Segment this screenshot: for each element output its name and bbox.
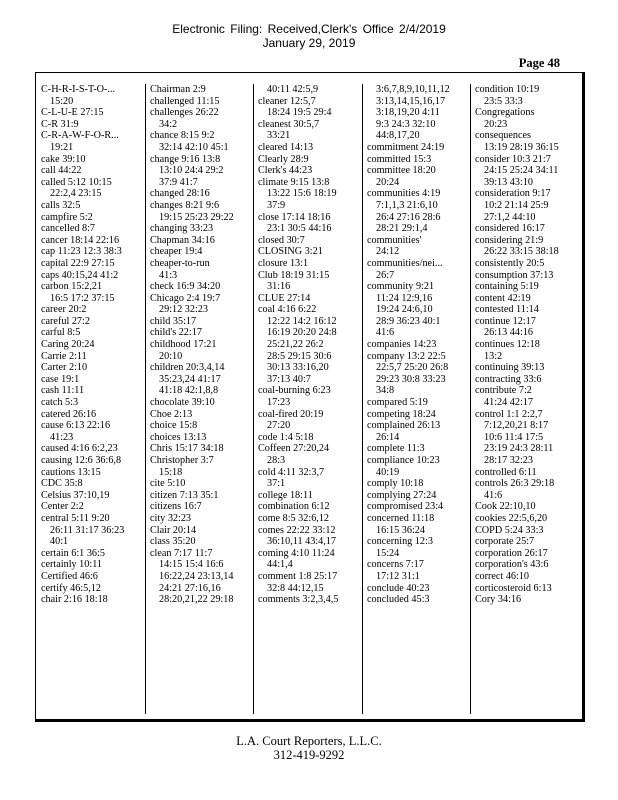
index-entry: calls 32:5 (41, 199, 81, 211)
footer-company: L.A. Court Reporters, L.L.C. (236, 734, 382, 748)
index-entry: controls 26:3 29:18 (475, 478, 555, 490)
index-entry: Chapman 34:16 (150, 234, 215, 246)
index-entry: cheaper-to-run (150, 257, 210, 269)
index-entry-continuation: 16:22,24 23:13,14 (159, 570, 234, 582)
index-entry: corporate 25:7 (475, 536, 535, 548)
index-entry-continuation: 7:1,1,3 21:6,10 (376, 199, 438, 211)
index-entry-continuation: 24:12 (376, 246, 400, 258)
index-entry: citizen 7:13 35:1 (150, 489, 219, 501)
index-entry: consistently 20:5 (475, 257, 545, 269)
index-entry-continuation: 28:20,21,22 29:18 (159, 594, 234, 606)
index-entry: cancelled 8:7 (41, 223, 96, 235)
index-entry-continuation: 10:2 21:14 25:9 (484, 199, 549, 211)
index-entry-continuation: 26:11 31:17 36:23 (50, 524, 125, 536)
index-entry: commitment 24:19 (367, 141, 445, 153)
index-entry: chance 8:15 9:2 (150, 130, 215, 142)
index-entry-continuation: 44:8,17,20 (376, 130, 420, 142)
index-entry-continuation: 26:4 27:16 28:6 (376, 211, 441, 223)
index-entry: content 42:19 (475, 292, 531, 304)
index-entry: call 44:22 (41, 165, 82, 177)
index-entry: complained 26:13 (367, 420, 441, 432)
index-entry: Choe 2:13 (150, 408, 193, 420)
index-entry: cookies 22:5,6,20 (475, 512, 548, 524)
index-entry: company 13:2 22:5 (367, 350, 446, 362)
index-entry: comment 1:8 25:17 (258, 570, 338, 582)
index-column-5 (475, 84, 577, 714)
index-entry: cap 11:23 12:3 38:3 (41, 246, 122, 258)
index-entry: Coffeen 27:20,24 (258, 443, 330, 455)
index-entry: children 20:3,4,14 (150, 362, 225, 374)
index-entry: cake 39:10 (41, 153, 86, 165)
index-entry-continuation: 25:21,22 26:2 (267, 339, 324, 351)
filing-stamp: Electronic Filing: Received,Clerk's Office 2/4/2019 (172, 22, 446, 36)
index-entry: compliance 10:23 (367, 455, 440, 466)
column-divider (253, 84, 254, 714)
index-entry: catch 5:3 (41, 397, 79, 409)
index-entry: consider 10:3 21:7 (475, 153, 551, 165)
index-entry-continuation: 28:9 36:23 40:1 (376, 315, 441, 327)
index-entry: considered 16:17 (475, 223, 545, 235)
index-entry: Celsius 37:10,19 (41, 489, 110, 501)
index-entry: Chris 15:17 34:18 (150, 443, 224, 455)
index-entry-continuation: 28:3 (267, 455, 286, 466)
index-entry: citizens 16:7 (150, 501, 202, 513)
index-entry-continuation: 37:13 40:7 (267, 373, 311, 385)
index-entry: comments 3:2,3,4,5 (258, 594, 339, 606)
page-number: Page 48 (518, 56, 560, 70)
index-entry: code 1:4 5:18 (258, 431, 314, 443)
index-entry: changed 28:16 (150, 188, 210, 200)
index-entry: communities/nei... (367, 257, 443, 269)
index-entry-continuation: 40:11 42:5,9 (267, 84, 319, 95)
index-entry-continuation: 32:8 44:12,15 (267, 582, 324, 594)
index-entry: combination 6:12 (258, 501, 330, 513)
index-entry-continuation: 3:6,7,8,9,10,11,12 (376, 84, 450, 95)
index-entry: college 18:11 (258, 489, 313, 501)
index-entry: concerning 12:3 (367, 536, 433, 548)
index-entry-continuation: 23:19 24:3 28:11 (484, 443, 554, 455)
index-entry: contracting 33:6 (475, 373, 542, 385)
index-entry-continuation: 16:15 36:24 (376, 524, 425, 536)
index-entry-continuation: 12:22 14:2 16:12 (267, 315, 337, 327)
index-entry-continuation: 32:14 42:10 45:1 (159, 141, 229, 153)
index-entry-continuation: 24:21 27:16,16 (159, 582, 221, 594)
index-column-3 (258, 84, 360, 714)
index-entry: contested 11:14 (475, 304, 539, 316)
index-entry: cite 5:10 (150, 478, 186, 490)
index-entry: chocolate 39:10 (150, 397, 215, 409)
index-entry: carbon 15:2,21 (41, 281, 103, 293)
index-entry: cautions 13:15 (41, 466, 101, 478)
index-entry-continuation: 7:12,20,21 8:17 (484, 420, 549, 432)
index-entry: community 9:21 (367, 281, 435, 293)
index-entry-continuation: 13:22 15:6 18:19 (267, 188, 337, 200)
index-entry: career 20:2 (41, 304, 87, 316)
index-entry-continuation: 13:19 28:19 36:15 (484, 141, 559, 153)
index-entry: called 5:12 10:15 (41, 176, 112, 188)
index-entry: climate 9:15 13:8 (258, 176, 330, 188)
index-entry: continuing 39:13 (475, 362, 545, 374)
index-entry: certain 6:1 36:5 (41, 547, 105, 559)
index-entry: corticosteroid 6:13 (475, 582, 552, 594)
index-entry: Congregations (475, 107, 535, 119)
index-entry: control 1:1 2:2,7 (475, 408, 543, 420)
index-entry-continuation: 20:24 (376, 176, 400, 188)
index-entry-continuation: 17:23 (267, 397, 291, 409)
index-entry: C-L-U-E 27:15 (41, 107, 104, 119)
index-entry-continuation: 36:10,11 43:4,17 (267, 536, 336, 548)
index-entry-continuation: 44:1,4 (267, 559, 293, 571)
index-column-4 (367, 84, 469, 714)
index-entry-continuation: 41:18 42:1,8,8 (159, 385, 219, 397)
index-entry-continuation: 22:5,7 25:20 26:8 (376, 362, 449, 374)
index-entry-continuation: 15:20 (50, 95, 74, 107)
index-entry-continuation: 30:13 33:16,20 (267, 362, 329, 374)
index-entry: Christopher 3:7 (150, 455, 214, 466)
index-entry: comes 22:22 33:12 (258, 524, 336, 536)
index-entry: Cory 34:16 (475, 594, 522, 606)
index-entry: CDC 35:8 (41, 478, 83, 490)
index-entry: considering 21:9 (475, 234, 544, 246)
index-entry: compromised 23:4 (367, 501, 444, 513)
index-entry: Certified 46:6 (41, 570, 98, 582)
index-entry: complete 11:3 (367, 443, 425, 455)
index-entry-continuation: 13:10 24:4 29:2 (159, 165, 224, 177)
index-entry: compared 5:19 (367, 397, 428, 409)
index-entry: committee 18:20 (367, 165, 436, 177)
index-entry: communities' (367, 234, 422, 246)
index-entry: childhood 17:21 (150, 339, 217, 351)
index-entry-continuation: 40:1 (50, 536, 69, 548)
index-entry: Clearly 28:9 (258, 153, 309, 165)
index-entry: condition 10:19 (475, 84, 540, 95)
index-entry: correct 46:10 (475, 570, 530, 582)
index-entry-continuation: 41:24 42:17 (484, 397, 533, 409)
index-entry: closure 13:1 (258, 257, 309, 269)
index-entry: coal 4:16 6:22 (258, 304, 317, 316)
index-entry: controlled 6:11 (475, 466, 537, 478)
index-entry: C-H-R-I-S-T-O-... (41, 84, 116, 95)
index-entry-continuation: 3:18,19,20 4:11 (376, 107, 440, 119)
index-entry: caused 4:16 6:2,23 (41, 443, 118, 455)
index-entry: consideration 9:17 (475, 188, 551, 200)
index-entry: challenged 11:15 (150, 95, 220, 107)
index-entry: cleared 14:13 (258, 141, 314, 153)
index-entry-continuation: 23:5 33:3 (484, 95, 523, 107)
index-entry-continuation: 26:22 33:15 38:18 (484, 246, 559, 258)
index-entry: cheaper 19:4 (150, 246, 203, 258)
index-entry-continuation: 24:15 25:24 34:11 (484, 165, 559, 177)
index-entry-continuation: 15:24 (376, 547, 400, 559)
index-entry: case 19:1 (41, 373, 80, 385)
index-entry: Club 18:19 31:15 (258, 269, 330, 281)
index-entry: coming 4:10 11:24 (258, 547, 335, 559)
index-entry: Carrie 2:11 (41, 350, 87, 362)
index-entry: campfire 5:2 (41, 211, 93, 223)
index-entry: changes 8:21 9:6 (150, 199, 220, 211)
index-entry: choice 15:8 (150, 420, 198, 432)
index-entry: Chicago 2:4 19:7 (150, 292, 221, 304)
index-entry: city 32:23 (150, 512, 192, 524)
index-entry: C-R-A-W-F-O-R... (41, 130, 119, 142)
index-entry: Clerk's 44:23 (258, 165, 313, 177)
index-entry-continuation: 10:6 11:4 17:5 (484, 431, 544, 443)
index-entry-continuation: 23:1 30:5 44:16 (267, 223, 332, 235)
index-entry-continuation: 17:12 31:1 (376, 570, 420, 582)
index-entry-continuation: 19:21 (50, 141, 74, 153)
filing-date: January 29, 2019 (262, 36, 356, 50)
index-entry: corporation 26:17 (475, 547, 548, 559)
index-entry: competing 18:24 (367, 408, 436, 420)
index-entry: closed 30:7 (258, 234, 305, 246)
column-divider (145, 84, 146, 714)
index-entry-continuation: 34:2 (159, 118, 178, 130)
index-entry-continuation: 28:5 29:15 30:6 (267, 350, 332, 362)
index-entry: companies 14:23 (367, 339, 437, 351)
index-entry: complying 27:24 (367, 489, 437, 501)
index-entry: concluded 45:3 (367, 594, 430, 606)
index-column-2 (150, 84, 252, 714)
index-entry-continuation: 37:1 (267, 478, 286, 490)
index-entry: change 9:16 13:8 (150, 153, 221, 165)
index-entry-continuation: 29:23 30:8 33:23 (376, 373, 446, 385)
index-entry: concerns 7:17 (367, 559, 424, 571)
index-entry: Cook 22:10,10 (475, 501, 536, 513)
index-entry-continuation: 19:15 25:23 29:22 (159, 211, 234, 223)
index-entry: changing 33:23 (150, 223, 214, 235)
index-entry-continuation: 22:2,4 23:15 (50, 188, 102, 200)
index-entry: consequences (475, 130, 532, 142)
index-entry: cleaner 12:5,7 (258, 95, 316, 107)
index-entry: corporation's 43:6 (475, 559, 549, 571)
index-entry-continuation: 27:1,2 44:10 (484, 211, 536, 223)
index-entry-continuation: 31:16 (267, 281, 291, 293)
index-entry-continuation: 27:20 (267, 420, 291, 432)
index-column-1 (41, 84, 143, 714)
index-entry: clean 7:17 11:7 (150, 547, 213, 559)
index-entry-continuation: 20:10 (159, 350, 183, 362)
index-entry-continuation: 29:12 32:23 (159, 304, 208, 316)
index-entry-continuation: 41:3 (159, 269, 178, 281)
column-divider (470, 84, 471, 714)
index-entry: COPD 5:24 33:3 (475, 524, 544, 536)
index-entry: continue 12:17 (475, 315, 536, 327)
index-entry-continuation: 34:8 (376, 385, 395, 397)
index-entry: consumption 37:13 (475, 269, 554, 281)
index-entry-continuation: 37:9 41:7 (159, 176, 198, 188)
index-entry: child 35:17 (150, 315, 197, 327)
index-entry: child's 22:17 (150, 327, 202, 339)
index-entry-continuation: 14:15 15:4 16:6 (159, 559, 224, 571)
index-entry: check 16:9 34:20 (150, 281, 221, 293)
footer-phone: 312-419-9292 (273, 748, 345, 762)
index-entry: certainly 10:11 (41, 559, 103, 571)
index-entry: Chairman 2:9 (150, 84, 206, 95)
index-entry: class 35:20 (150, 536, 196, 548)
index-entry-continuation: 41:6 (484, 489, 503, 501)
index-entry-continuation: 19:24 24:6,10 (376, 304, 433, 316)
index-entry-continuation: 28:21 29:1,4 (376, 223, 428, 235)
index-entry: committed 15:3 (367, 153, 432, 165)
index-entry-continuation: 26:7 (376, 269, 395, 281)
index-entry-continuation: 35:23,24 41:17 (159, 373, 221, 385)
index-entry: central 5:11 9:20 (41, 512, 110, 524)
index-entry: cancer 18:14 22:16 (41, 234, 120, 246)
index-entry: careful 27:2 (41, 315, 90, 327)
index-entry-continuation: 40:19 (376, 466, 400, 478)
index-entry-continuation: 41:6 (376, 327, 395, 339)
index-entry: Center 2:2 (41, 501, 84, 513)
index-entry: close 17:14 18:16 (258, 211, 331, 223)
index-entry: causing 12:6 36:6,8 (41, 455, 122, 466)
index-entry: Caring 20:24 (41, 339, 95, 351)
index-entry-continuation: 20:23 (484, 118, 508, 130)
index-entry-continuation: 3:13,14,15,16,17 (376, 95, 446, 107)
index-entry: certify 46:5,12 (41, 582, 101, 594)
index-entry: Clair 20:14 (150, 524, 197, 536)
index-entry-continuation: 16:19 20:20 24:8 (267, 327, 337, 339)
index-entry: containing 5:19 (475, 281, 539, 293)
index-entry: CLOSING 3:21 (258, 246, 323, 258)
index-entry-continuation: 11:24 12:9,16 (376, 292, 433, 304)
index-entry: contribute 7:2 (475, 385, 532, 397)
index-entry-continuation: 13:2 (484, 350, 503, 362)
index-entry: Carter 2:10 (41, 362, 88, 374)
index-entry-continuation: 16:5 17:2 37:15 (50, 292, 115, 304)
index-entry: C-R 31:9 (41, 118, 79, 130)
index-entry-continuation: 26:14 (376, 431, 400, 443)
index-entry: cleanest 30:5,7 (258, 118, 320, 130)
index-entry: carful 8:5 (41, 327, 81, 339)
index-entry: capital 22:9 27:15 (41, 257, 115, 269)
index-entry: catered 26:16 (41, 408, 97, 420)
index-entry: caps 40:15,24 41:2 (41, 269, 119, 281)
index-entry: cash 11:11 (41, 385, 85, 397)
index-entry-continuation: 15:18 (159, 466, 183, 478)
index-entry-continuation: 41:23 (50, 431, 74, 443)
index-entry: coal-burning 6:23 (258, 385, 331, 397)
index-entry: comply 10:18 (367, 478, 424, 490)
index-entry-continuation: 9:3 24:3 32:10 (376, 118, 436, 130)
index-entry: choices 13:13 (150, 431, 207, 443)
index-entry-continuation: 26:13 44:16 (484, 327, 533, 339)
index-entry: conclude 40:23 (367, 582, 430, 594)
index-entry-continuation: 28:17 32:23 (484, 455, 533, 466)
index-entry-continuation: 33:21 (267, 130, 291, 142)
index-entry: come 8:5 32:6,12 (258, 512, 330, 524)
index-entry: challenges 26:22 (150, 107, 219, 119)
index-entry: continues 12:18 (475, 339, 540, 351)
index-entry: concerned 11:18 (367, 512, 435, 524)
index-entry: coal-fired 20:19 (258, 408, 324, 420)
index-entry: communities 4:19 (367, 188, 441, 200)
index-entry-continuation: 39:13 43:10 (484, 176, 533, 188)
index-entry: cause 6:13 22:16 (41, 420, 111, 432)
index-entry: CLUE 27:14 (258, 292, 311, 304)
index-entry-continuation: 18:24 19:5 29:4 (267, 107, 332, 119)
index-entry: chair 2:16 18:18 (41, 594, 108, 606)
index-entry: cold 4:11 32:3,7 (258, 466, 325, 478)
index-entry-continuation: 37:9 (267, 199, 286, 211)
column-divider (362, 84, 363, 714)
